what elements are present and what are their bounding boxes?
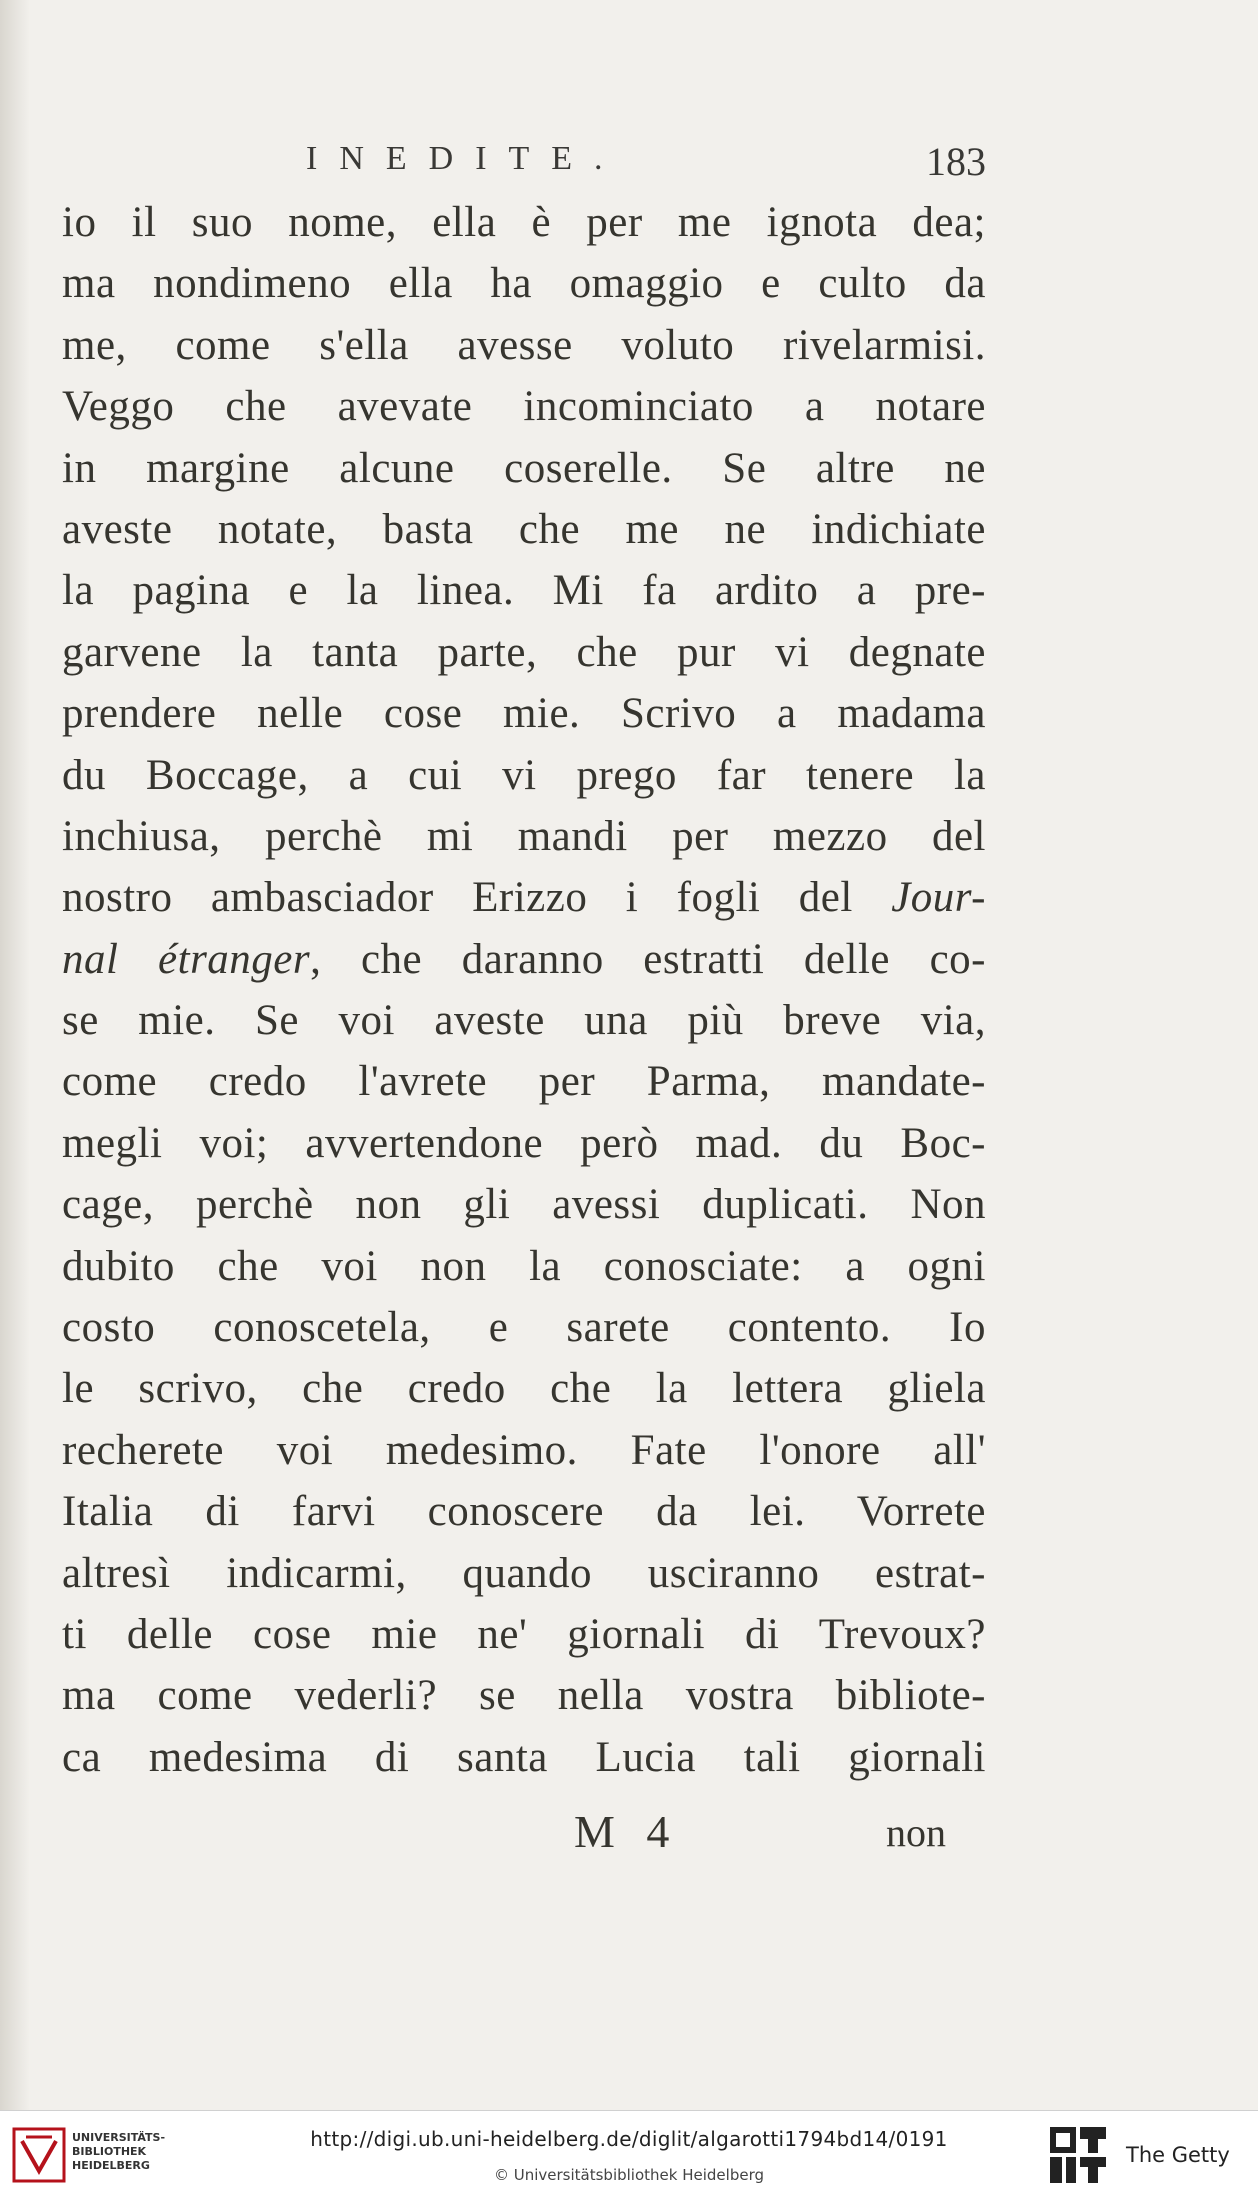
- text-line: come credo l'avrete per Parma, mandate-: [62, 1058, 986, 1106]
- text-line: megli voi; avvertendone però mad. du Boc-: [62, 1119, 986, 1167]
- text-line: dubito che voi non la conosciate: a ogni: [62, 1242, 986, 1290]
- library-name-line: UNIVERSITÄTS-: [72, 2131, 166, 2144]
- page-foot: [62, 1805, 986, 1865]
- text-line: garvene la tanta parte, che pur vi degnate: [62, 628, 986, 676]
- text-line: Veggo che avevate incominciato a notare: [62, 383, 986, 431]
- text-line: io il suo nome, ella è per me ignota dea;: [62, 199, 986, 246]
- text-line: Italia di farvi conoscere da lei. Vorrete: [62, 1488, 986, 1536]
- italic-title-segment: Jour-: [891, 874, 986, 922]
- text-line: se mie. Se voi aveste una più breve via,: [62, 997, 986, 1045]
- text-line: in margine alcune coserelle. Se altre ne: [62, 444, 986, 492]
- getty-logo[interactable]: [1050, 2127, 1240, 2187]
- viewer-footer: [0, 2110, 1258, 2200]
- text-line: ca medesima di santa Lucia tali giornali: [62, 1733, 986, 1781]
- running-head: [306, 140, 986, 190]
- text-line: prendere nelle cose mie. Scrivo a madama: [62, 690, 986, 738]
- text-line: altresì indicarmi, quando usciranno estrat-: [62, 1549, 986, 1597]
- text-line: du Boccage, a cui vi prego far tenere la: [62, 751, 986, 799]
- text-line: costo conoscetela, e sarete contento. Io: [62, 1304, 986, 1352]
- catchword: non: [886, 1810, 946, 1855]
- getty-logo-icon: [1050, 2127, 1106, 2183]
- text-line-with-italic: [62, 929, 986, 990]
- page-number: 183: [926, 139, 986, 184]
- text-line: cage, perchè non gli avessi duplicati. Non: [62, 1181, 986, 1229]
- text-line: me, come s'ella avesse voluto rivelarmisi.: [62, 321, 986, 369]
- text-line: aveste notate, basta che me ne indichiate: [62, 505, 986, 553]
- text-line-with-italic: [62, 867, 986, 928]
- text-line: ma come vederli? se nella vostra bibliote-: [62, 1672, 986, 1720]
- partner-name: The Getty: [1126, 2143, 1230, 2167]
- signature-mark: M 4: [574, 1806, 680, 1857]
- text-line: ti delle cose mie ne' giornali di Trevoux?: [62, 1610, 986, 1658]
- italic-title-segment: nal étranger: [62, 935, 311, 983]
- text-segment: nostro ambasciador Erizzo i fogli del: [62, 874, 892, 922]
- text-line: la pagina e la linea. Mi fa ardito a pre-: [62, 567, 986, 615]
- text-line: le scrivo, che credo che la lettera gliela: [62, 1365, 986, 1413]
- library-name-line: HEIDELBERG: [72, 2159, 150, 2172]
- text-line: inchiusa, perchè mi mandi per mezzo del: [62, 812, 986, 860]
- text-segment: , che daranno estratti delle co-: [310, 935, 986, 983]
- body-text: [62, 192, 986, 1788]
- text-line: ma nondimeno ella ha omaggio e culto da: [62, 260, 986, 308]
- copyright-notice: © Universitätsbibliothek Heidelberg: [493, 2166, 764, 2184]
- permalink-url[interactable]: http://digi.ub.uni-heidelberg.de/diglit/algarotti1794bd14/0191: [310, 2127, 948, 2151]
- running-head-title: INEDITE.: [306, 140, 625, 177]
- library-name-line: BIBLIOTHEK: [72, 2145, 147, 2158]
- text-line: recherete voi medesimo. Fate l'onore all': [62, 1426, 986, 1474]
